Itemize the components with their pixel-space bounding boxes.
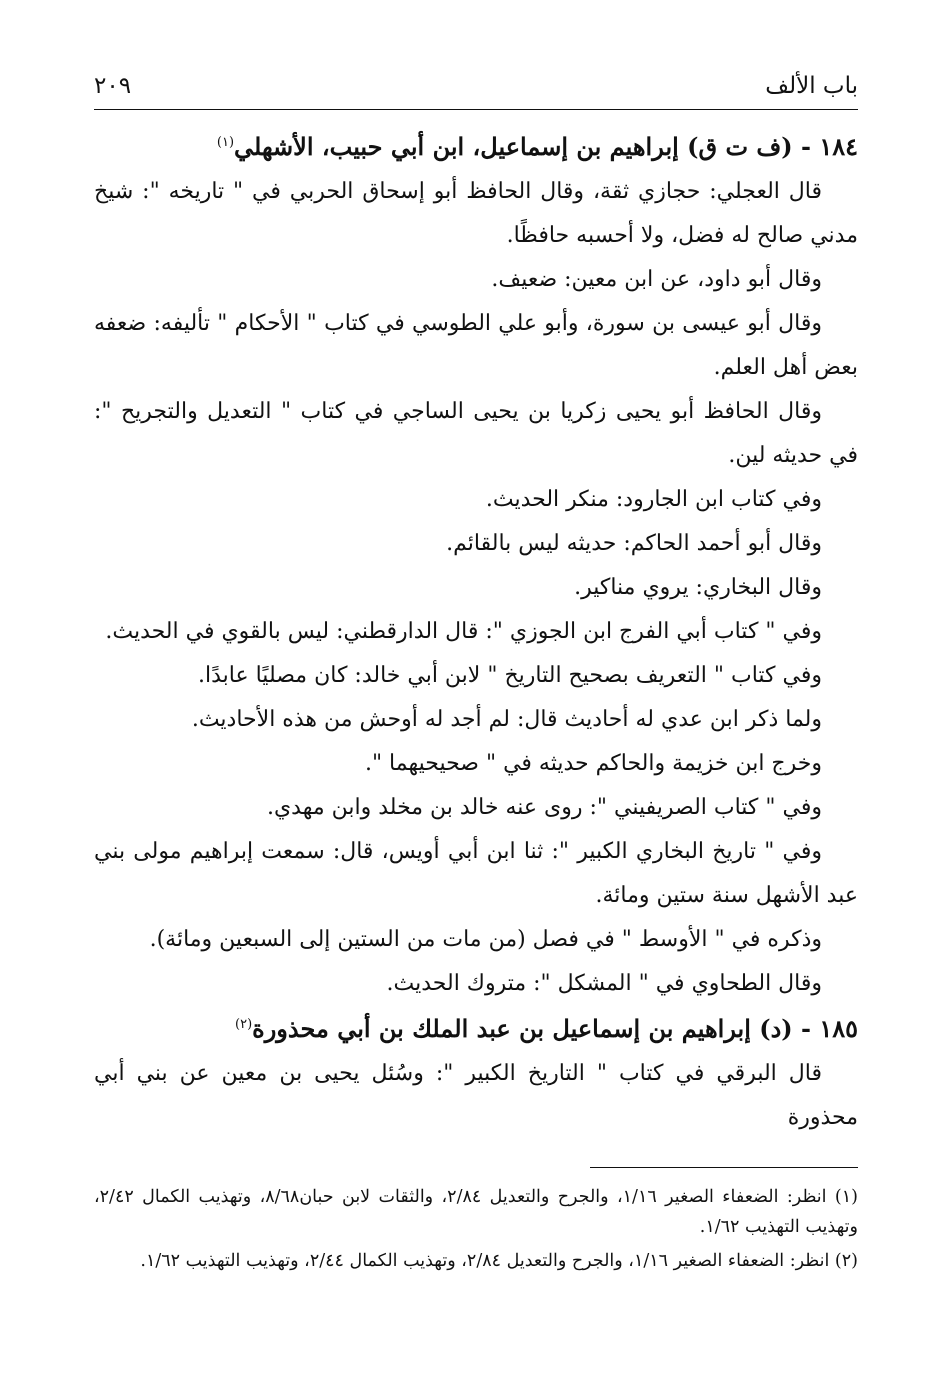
paragraph: وقال الطحاوي في " المشكل ": متروك الحديث.	[386, 971, 822, 996]
paragraph: وقال أبو عيسى بن سورة، وأبو علي الطوسي في كتاب " الأحكام " تأليفه: ضعفه بعض أهل العلم.	[94, 311, 858, 380]
footnote-rule	[590, 1167, 858, 1168]
paragraph: وقال أبو داود، عن ابن معين: ضعيف.	[491, 267, 822, 292]
footnote-1: (١) انظر: الضعفاء الصغير ١/١٦، والجرح والتعديل ٢/٨٤، والثقات لابن حبان٨/٦٨، وتهذيب الكمال ٢/٤٢، وتهذيب التهذيب ١/٦٢.	[94, 1187, 858, 1237]
header-rule	[94, 109, 858, 110]
paragraph: وفي كتاب " التعريف بصحيح التاريخ " لابن أبي خالد: كان مصليًا عابدًا.	[198, 663, 822, 688]
paragraph: وخرج ابن خزيمة والحاكم حديثه في " صحيحيهما ".	[364, 751, 822, 776]
entry-heading-text: ١٨٤ - (ف ت ق) إبراهيم بن إسماعيل، ابن أبي حبيب، الأشهلي	[234, 132, 858, 161]
paragraph: وقال أبو أحمد الحاكم: حديثه ليس بالقائم.	[446, 531, 822, 556]
paragraph: وفي كتاب ابن الجارود: منكر الحديث.	[485, 487, 822, 512]
paragraph: وفي " كتاب الصريفيني ": روى عنه خالد بن مخلد وابن مهدي.	[266, 795, 822, 820]
paragraph: وقال البخاري: يروي مناكير.	[574, 575, 822, 600]
paragraph: قال البرقي في كتاب " التاريخ الكبير ": وسُئل يحيى بن معين عن بني أبي محذورة	[94, 1061, 858, 1130]
entry-heading-184	[94, 124, 858, 170]
page-body	[94, 124, 858, 1140]
entry-heading-text: ١٨٥ - (د) إبراهيم بن إسماعيل بن عبد الملك بن أبي محذورة	[252, 1014, 858, 1043]
page-header	[94, 66, 858, 106]
chapter-title: باب الألف	[765, 73, 858, 99]
footnote-ref-2: (٢)	[235, 1017, 253, 1032]
footnotes	[94, 1182, 858, 1280]
paragraph: قال العجلي: حجازي ثقة، وقال الحافظ أبو إسحاق الحربي في " تاريخه ": شيخ مدني صالح له فضل، ولا أحسبه حافظًا.	[94, 179, 858, 248]
paragraph: وذكره في " الأوسط " في فصل (من مات من الستين إلى السبعين ومائة).	[149, 927, 822, 952]
paragraph: وفي " كتاب أبي الفرج ابن الجوزي ": قال الدارقطني: ليس بالقوي في الحديث.	[105, 619, 822, 644]
page-number: ٢٠٩	[94, 73, 132, 99]
footnote-ref-1: (١)	[216, 135, 235, 150]
entry-heading-185	[94, 1006, 858, 1052]
paragraph: وقال الحافظ أبو يحيى زكريا بن يحيى الساجي في كتاب " التعديل والتجريح ": في حديثه لين.	[94, 399, 858, 468]
paragraph: ولما ذكر ابن عدي له أحاديث قال: لم أجد له أوحش من هذه الأحاديث.	[191, 707, 822, 732]
paragraph: وفي " تاريخ البخاري الكبير ": ثنا ابن أبي أويس، قال: سمعت إبراهيم مولى بني عبد الأشهل سنة ستين ومائة.	[94, 839, 858, 908]
footnote-2: (٢) انظر: الضعفاء الصغير ١/١٦، والجرح والتعديل ٢/٨٤، وتهذيب الكمال ٢/٤٤، وتهذيب التهذيب ١/٦٢.	[140, 1251, 858, 1271]
